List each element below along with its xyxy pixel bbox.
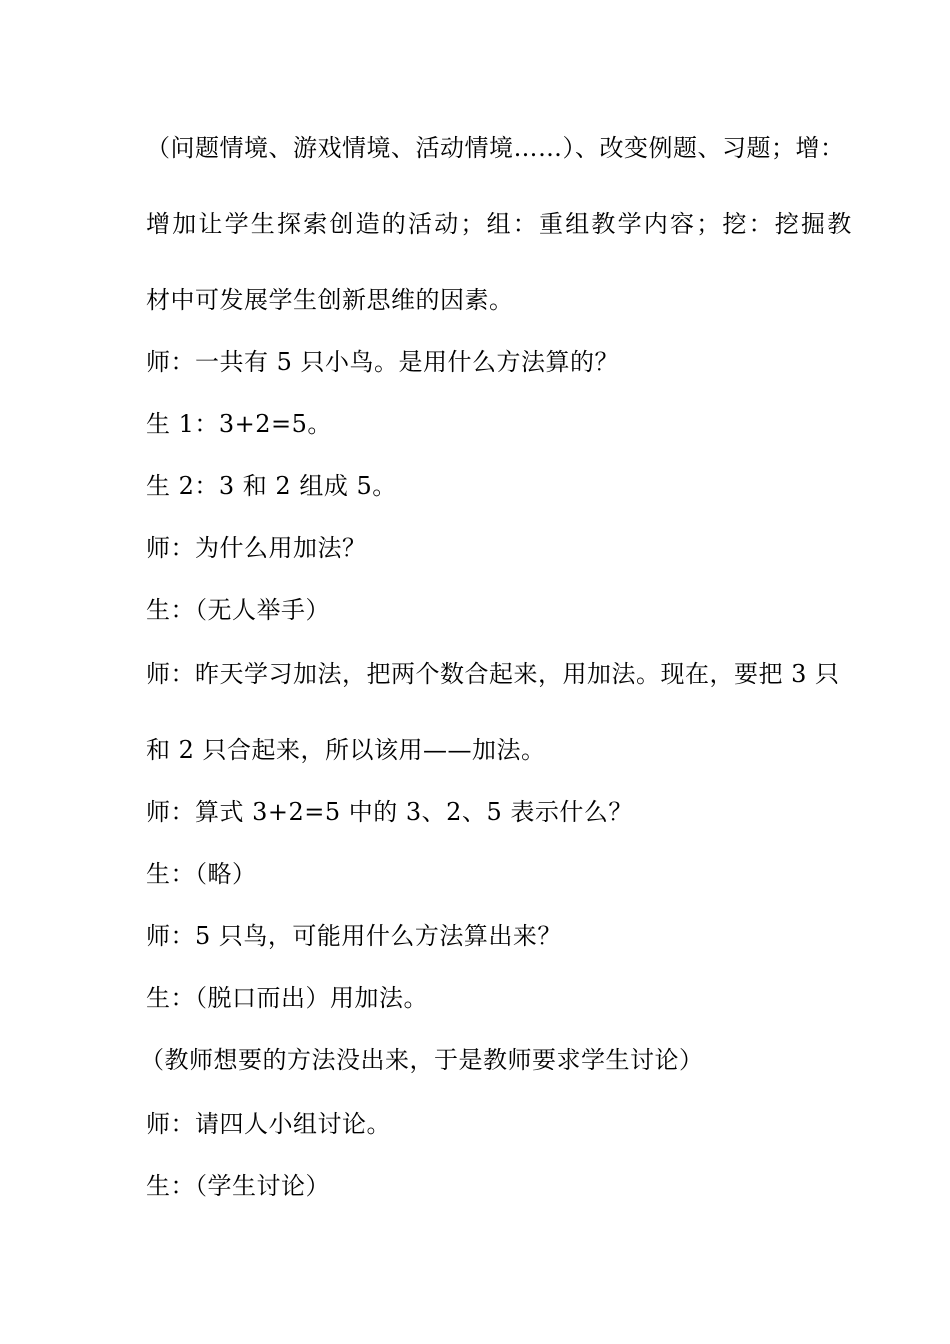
text-line-12: 生：（略） [146,860,257,888]
text-line-1: （问题情境、游戏情境、活动情境……）、改变例题、习题；增： [146,134,845,162]
text-line-2: 增加让学生探索创造的活动；组：重组教学内容；挖：挖掘教 [146,210,854,238]
text-line-4: 师：一共有 5 只小鸟。是用什么方法算的？ [146,348,620,376]
text-line-13: 师：5 只鸟，可能用什么方法算出来？ [146,922,562,950]
text-line-10: 和 2 只合起来，所以该用——加法。 [146,736,546,764]
text-line-15: （教师想要的方法没出来，于是教师要求学生讨论） [140,1046,704,1074]
text-line-5: 生 1：3+2=5。 [146,410,332,438]
text-line-7: 师：为什么用加法？ [146,534,367,562]
text-line-17: 生：（学生讨论） [146,1172,330,1200]
text-line-16: 师：请四人小组讨论。 [146,1110,391,1138]
text-line-3: 材中可发展学生创新思维的因素。 [146,286,514,314]
text-line-14: 生：（脱口而出）用加法。 [146,984,428,1012]
text-line-11: 师：算式 3+2=5 中的 3、2、5 表示什么？ [146,798,633,826]
text-line-6: 生 2：3 和 2 组成 5。 [146,472,397,500]
text-line-8: 生：（无人举手） [146,596,330,624]
text-line-9: 师：昨天学习加法，把两个数合起来，用加法。现在，要把 3 只 [146,660,840,688]
